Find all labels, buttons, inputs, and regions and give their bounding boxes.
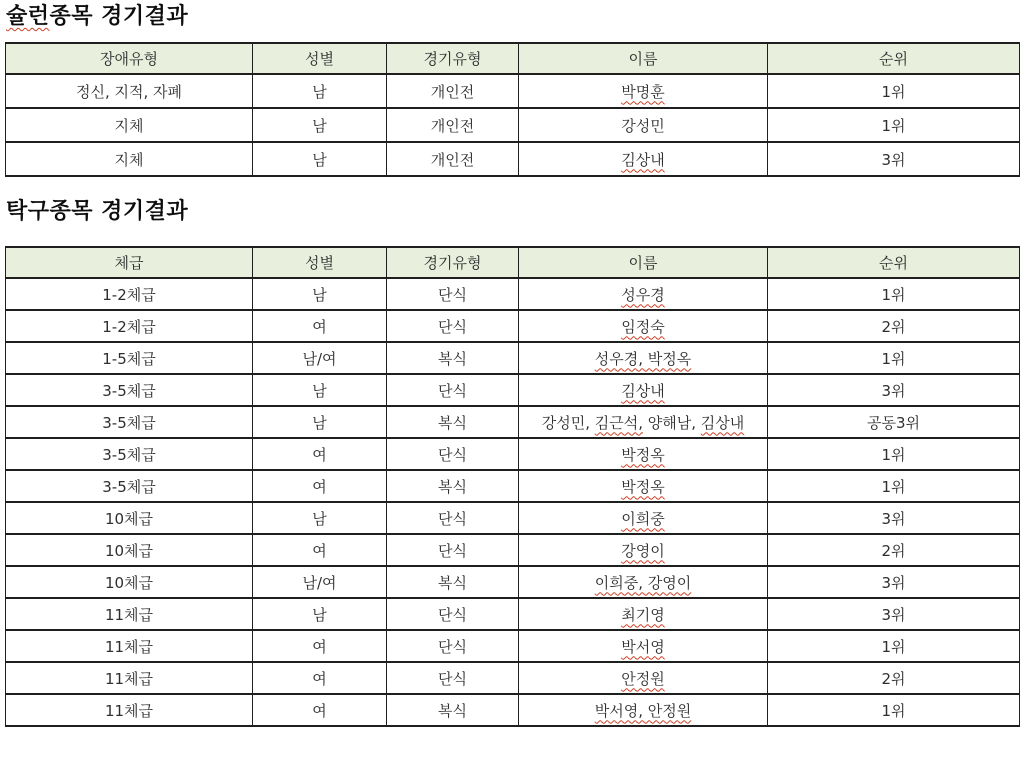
table-cell xyxy=(387,598,519,630)
table-cell xyxy=(6,108,253,142)
cell-misspelled-text: 성우경 xyxy=(621,285,665,304)
cell-text: 남 xyxy=(312,116,327,135)
table-cell xyxy=(519,470,768,502)
table-cell xyxy=(768,278,1020,310)
cell-text: 1위 xyxy=(881,116,906,135)
table-cell xyxy=(387,566,519,598)
table-row xyxy=(6,534,1020,566)
cell-misspelled-text: 이희중 xyxy=(621,509,665,528)
section-title-sjoelen xyxy=(6,3,188,31)
cell-text: 1위 xyxy=(881,349,906,368)
table-cell xyxy=(253,342,387,374)
cell-text: 남 xyxy=(312,285,327,304)
cell-text: 1위 xyxy=(881,445,906,464)
cell-text: 여 xyxy=(312,701,327,720)
table-cell xyxy=(768,438,1020,470)
section-title-text: 탁구종목 경기결과 xyxy=(6,199,189,224)
cell-text: 10체급 xyxy=(104,573,154,592)
sjoelen-results-table xyxy=(5,42,1020,177)
table-row xyxy=(6,630,1020,662)
cell-text: 강성민, xyxy=(541,413,595,432)
table-cell xyxy=(768,470,1020,502)
cell-text: 양해남, xyxy=(643,413,701,432)
table-cell xyxy=(519,406,768,438)
cell-text: 3위 xyxy=(881,573,906,592)
table-cell xyxy=(768,406,1020,438)
cell-text: 1위 xyxy=(881,637,906,656)
column-header: 성별 xyxy=(253,43,387,74)
cell-text: 11체급 xyxy=(104,637,154,656)
table-cell xyxy=(253,502,387,534)
cell-text: 단식 xyxy=(438,285,467,304)
cell-text: 지체 xyxy=(114,116,144,135)
table-row xyxy=(6,566,1020,598)
cell-text: 3위 xyxy=(881,509,906,528)
table-cell xyxy=(768,694,1020,726)
table-row xyxy=(6,502,1020,534)
cell-misspelled-text: 임정숙 xyxy=(621,317,665,336)
cell-text: 2위 xyxy=(881,669,906,688)
table-cell xyxy=(253,374,387,406)
cell-text: 복식 xyxy=(438,701,467,720)
table-cell xyxy=(519,278,768,310)
cell-misspelled-text: 최기영 xyxy=(621,605,665,624)
table-cell xyxy=(6,438,253,470)
table-tennis-results-table xyxy=(5,246,1020,727)
table-cell xyxy=(768,374,1020,406)
table-cell xyxy=(387,534,519,566)
table-cell xyxy=(387,74,519,108)
table-cell xyxy=(519,662,768,694)
cell-text: 남/여 xyxy=(302,573,337,592)
cell-text: 1위 xyxy=(881,477,906,496)
table-row xyxy=(6,374,1020,406)
cell-text: 여 xyxy=(312,669,327,688)
table-cell xyxy=(768,502,1020,534)
table-cell xyxy=(253,470,387,502)
table-cell xyxy=(253,142,387,176)
cell-misspelled-text: 김상내 xyxy=(621,150,665,169)
cell-text: 복식 xyxy=(438,477,467,496)
table-cell xyxy=(768,534,1020,566)
table-cell xyxy=(253,566,387,598)
table-cell xyxy=(253,630,387,662)
cell-text: 지체 xyxy=(114,150,144,169)
section-title-text: 종목 경기결과 xyxy=(49,4,189,29)
table-cell xyxy=(768,662,1020,694)
table-cell xyxy=(6,662,253,694)
table-row xyxy=(6,278,1020,310)
table-cell xyxy=(253,406,387,438)
column-header: 이름 xyxy=(519,247,768,278)
cell-text: 남/여 xyxy=(302,349,337,368)
cell-text: 남 xyxy=(312,82,327,101)
table-row xyxy=(6,108,1020,142)
cell-text: 1-2체급 xyxy=(102,285,156,304)
table-cell xyxy=(519,142,768,176)
cell-text: 1위 xyxy=(881,285,906,304)
cell-text: 11체급 xyxy=(104,701,154,720)
cell-text: 1-5체급 xyxy=(102,349,156,368)
cell-text: 단식 xyxy=(438,509,467,528)
table-cell xyxy=(387,662,519,694)
table-cell xyxy=(6,142,253,176)
cell-text: 남 xyxy=(312,413,327,432)
cell-text: 2위 xyxy=(881,317,906,336)
cell-text: 개인전 xyxy=(430,116,475,135)
cell-text: 1-2체급 xyxy=(102,317,156,336)
table-cell xyxy=(387,278,519,310)
table-cell xyxy=(519,630,768,662)
table-row xyxy=(6,694,1020,726)
table-cell xyxy=(519,566,768,598)
cell-text: 남 xyxy=(312,150,327,169)
cell-misspelled-text: 성우경, 박정옥 xyxy=(594,349,692,368)
cell-text: 단식 xyxy=(438,605,467,624)
table-row xyxy=(6,74,1020,108)
table-row xyxy=(6,142,1020,176)
header-row xyxy=(6,247,1020,278)
cell-text: 2위 xyxy=(881,541,906,560)
table-cell xyxy=(519,502,768,534)
table-cell xyxy=(253,310,387,342)
cell-text: 여 xyxy=(312,445,327,464)
table-cell xyxy=(6,630,253,662)
column-header: 경기유형 xyxy=(387,43,519,74)
table-cell xyxy=(387,470,519,502)
table-cell xyxy=(6,406,253,438)
table-cell xyxy=(519,598,768,630)
cell-text: 11체급 xyxy=(104,669,154,688)
cell-text: 여 xyxy=(312,637,327,656)
table-cell xyxy=(6,694,253,726)
table-cell xyxy=(387,438,519,470)
cell-text: 정신, 지적, 자폐 xyxy=(75,82,182,101)
cell-misspelled-text: 박정옥 xyxy=(621,445,665,464)
table-cell xyxy=(768,310,1020,342)
table-cell xyxy=(387,342,519,374)
table-row xyxy=(6,438,1020,470)
table-cell xyxy=(387,406,519,438)
cell-text: 단식 xyxy=(438,637,467,656)
table-cell xyxy=(6,310,253,342)
column-header: 장애유형 xyxy=(6,43,253,74)
column-header: 경기유형 xyxy=(387,247,519,278)
cell-misspelled-text: 박정옥 xyxy=(621,477,665,496)
table-cell xyxy=(519,108,768,142)
column-header: 순위 xyxy=(768,247,1020,278)
table-cell xyxy=(387,310,519,342)
table-cell xyxy=(768,342,1020,374)
cell-text: 3위 xyxy=(881,381,906,400)
cell-misspelled-text: 김근석, xyxy=(594,413,643,432)
cell-misspelled-text: 안정원 xyxy=(621,669,665,688)
table-cell xyxy=(6,278,253,310)
cell-text: 복식 xyxy=(438,349,467,368)
table-cell xyxy=(768,598,1020,630)
table-cell xyxy=(6,502,253,534)
header-row xyxy=(6,43,1020,74)
cell-text: 복식 xyxy=(438,573,467,592)
cell-misspelled-text: 김상내 xyxy=(621,381,665,400)
table-cell xyxy=(387,694,519,726)
cell-text: 3-5체급 xyxy=(102,477,156,496)
cell-text: 공동3위 xyxy=(866,413,920,432)
table-cell xyxy=(6,566,253,598)
cell-text: 여 xyxy=(312,477,327,496)
table-cell xyxy=(387,142,519,176)
table-cell xyxy=(6,342,253,374)
table-cell xyxy=(519,342,768,374)
cell-text: 3-5체급 xyxy=(102,445,156,464)
table-row xyxy=(6,342,1020,374)
table-cell xyxy=(253,534,387,566)
section-title-table-tennis xyxy=(6,198,188,226)
table-cell xyxy=(6,470,253,502)
table-cell xyxy=(6,374,253,406)
column-header: 순위 xyxy=(768,43,1020,74)
cell-text: 복식 xyxy=(438,413,467,432)
table-cell xyxy=(387,502,519,534)
cell-text: 11체급 xyxy=(104,605,154,624)
table-row xyxy=(6,310,1020,342)
cell-text: 남 xyxy=(312,509,327,528)
table-cell xyxy=(253,694,387,726)
table-cell xyxy=(253,278,387,310)
table-cell xyxy=(387,630,519,662)
cell-text: 여 xyxy=(312,317,327,336)
cell-misspelled-text: 김상내 xyxy=(700,413,745,432)
cell-text: 1위 xyxy=(881,701,906,720)
cell-text: 10체급 xyxy=(104,541,154,560)
cell-misspelled-text: 박명훈 xyxy=(621,82,665,101)
table-cell xyxy=(253,108,387,142)
table-cell xyxy=(6,74,253,108)
column-header: 성별 xyxy=(253,247,387,278)
table-cell xyxy=(6,598,253,630)
column-header: 체급 xyxy=(6,247,253,278)
table-cell xyxy=(253,662,387,694)
table-cell xyxy=(768,630,1020,662)
cell-text: 10체급 xyxy=(104,509,154,528)
table-cell xyxy=(768,142,1020,176)
table-cell xyxy=(387,108,519,142)
table-row xyxy=(6,406,1020,438)
cell-text: 단식 xyxy=(438,541,467,560)
cell-misspelled-text: 이희중, 강영이 xyxy=(594,573,692,592)
table-cell xyxy=(253,438,387,470)
cell-misspelled-text: 강영이 xyxy=(621,541,665,560)
table-cell xyxy=(519,438,768,470)
cell-text: 단식 xyxy=(438,445,467,464)
cell-text: 1위 xyxy=(881,82,906,101)
cell-text: 3위 xyxy=(881,150,906,169)
table-row xyxy=(6,598,1020,630)
table-cell xyxy=(768,74,1020,108)
column-header: 이름 xyxy=(519,43,768,74)
cell-text: 단식 xyxy=(438,669,467,688)
section-title-misspelled-text: 슐런 xyxy=(6,4,50,29)
table-cell xyxy=(768,566,1020,598)
table-cell xyxy=(519,694,768,726)
cell-text: 개인전 xyxy=(430,150,475,169)
cell-text: 3-5체급 xyxy=(102,381,156,400)
table-cell xyxy=(519,310,768,342)
cell-text: 여 xyxy=(312,541,327,560)
cell-text: 단식 xyxy=(438,317,467,336)
cell-text: 3-5체급 xyxy=(102,413,156,432)
table-row xyxy=(6,470,1020,502)
cell-text: 남 xyxy=(312,605,327,624)
cell-text: 개인전 xyxy=(430,82,475,101)
table-cell xyxy=(519,74,768,108)
table-cell xyxy=(519,374,768,406)
cell-text: 남 xyxy=(312,381,327,400)
table-cell xyxy=(253,74,387,108)
table-cell xyxy=(768,108,1020,142)
cell-text: 3위 xyxy=(881,605,906,624)
cell-text: 강성민 xyxy=(621,116,665,135)
table-cell xyxy=(253,598,387,630)
cell-misspelled-text: 박서영, 안정원 xyxy=(594,701,692,720)
table-cell xyxy=(519,534,768,566)
table-row xyxy=(6,662,1020,694)
table-cell xyxy=(387,374,519,406)
table-cell xyxy=(6,534,253,566)
cell-misspelled-text: 박서영 xyxy=(621,637,665,656)
cell-text: 단식 xyxy=(438,381,467,400)
